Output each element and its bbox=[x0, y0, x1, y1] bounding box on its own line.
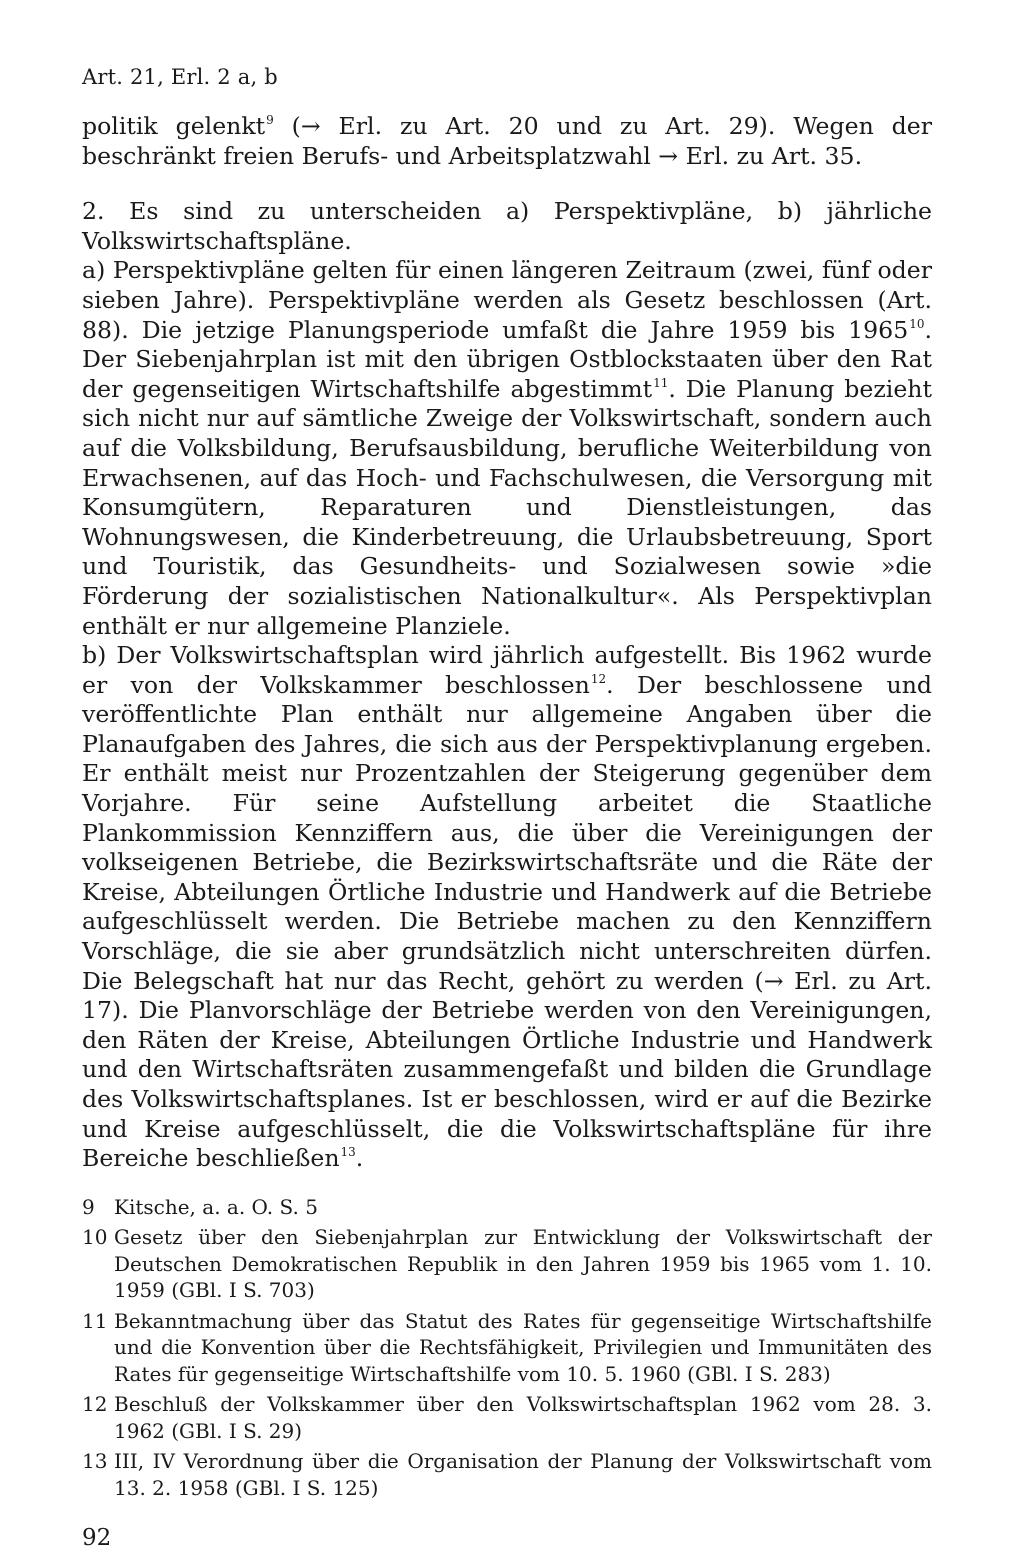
footnote-text: Gesetz über den Siebenjahrplan zur Entwicklung der Volkswirtschaft der Deutschen Demokratischen Republik in den Jahren 1959 bis 1965 vom 1. 10. 1959 (GBl. I S. 703) bbox=[114, 1225, 932, 1303]
footnote-12 bbox=[82, 1391, 932, 1444]
continued-paragraph bbox=[82, 112, 932, 171]
footnote-number: 10 bbox=[82, 1225, 108, 1250]
footnote-text: Bekanntmachung über das Statut des Rates für gegenseitige Wirtschaftshilfe und die Konvention über die Rechtsfähigkeit, Privilegien und Immunitäten des Rates für gegenseitige Wirtschaftshilfe vom 10. 5. 1960 (GBl. I S. 283) bbox=[114, 1308, 932, 1386]
text-run: . Die Planung bezieht sich nicht nur auf sämtliche Zweige der Volkswirtschaft, sondern auch auf die Volksbildung, Berufsausbildung, berufliche Weiterbildung von Erwachsenen, auf das Hoch- und Fachschulwesen, die Versorgung mit Konsumgütern, Reparaturen und Dienstleistungen, das Wohnungswesen, die Kinderbetreuung, die Urlaubsbetreuung, Sport und Touristik, das Gesundheits- und Sozialwesen sowie »die Förderung der sozialistischen Nationalkultur«. Als Perspektivplan enthält er nur allgemeine Planziele. bbox=[82, 374, 932, 640]
text-run: politik gelenkt bbox=[82, 112, 266, 140]
text-run: . Der beschlossene und veröffentlichte Plan enthält nur allgemeine Angaben über die Planaufgaben des Jahres, die sich aus der Perspektivplanung ergeben. Er enthält meist nur Prozentzahlen der Steigerung gegenüber dem Vorjahre. Für seine Aufstellung arbeitet die Staatliche Plankommission Kennziffern aus, die über die Vereinigungen der volkseigenen Betriebe, die Bezirkswirtschaftsräte und die Räte der Kreise, Abteilungen Örtliche Industrie und Handwerk auf die Betriebe aufgeschlüsselt werden. Die Betriebe machen zu den Kennziffern Vorschläge, die sie aber grundsätzlich nicht unterschreiten dürfen. Die Belegschaft hat nur das Recht, gehört zu werden (→ Erl. zu Art. 17). Die Planvorschläge der Betriebe werden von den Vereinigungen, den Räten der Kreise, Abteilungen Örtliche Industrie und Handwerk und den Wirtschaftsräten zusammengefaßt und bilden die Grundlage des Volkswirtschaftsplanes. Ist er beschlossen, wird er auf die Bezirke und Kreise aufgeschlüsselt, die die Volkswirtschaftspläne für ihre Bereiche beschließen bbox=[82, 670, 932, 1173]
footnote-ref-10[interactable]: 10 bbox=[909, 316, 925, 331]
footnote-number: 12 bbox=[82, 1392, 108, 1417]
footnote-13 bbox=[82, 1448, 932, 1501]
footnote-number: 11 bbox=[82, 1308, 108, 1333]
footnote-text: Beschluß der Volkskammer über den Volkswirtschaftsplan 1962 vom 28. 3. 1962 (GBl. I S. 29) bbox=[114, 1392, 932, 1443]
text-run: . Der Siebenjahrplan ist mit den übrigen Ostblockstaaten über den Rat der gegenseitigen Wirtschaftshilfe abgestimmt bbox=[82, 315, 932, 403]
footnote-ref-9[interactable]: 9 bbox=[266, 113, 274, 127]
footnote-text: Kitsche, a. a. O. S. 5 bbox=[114, 1194, 318, 1219]
running-head: Art. 21, Erl. 2 a, b bbox=[82, 65, 278, 89]
footnote-number: 9 bbox=[82, 1194, 95, 1219]
book-page bbox=[82, 62, 932, 1553]
text-run: a) Perspektivpläne gelten für einen längeren Zeitraum (zwei, fünf oder sieben Jahre). Perspektivpläne werden als Gesetz beschlossen (Art. 88). Die jetzige Planungsperiode umfaßt die Jahre 1959 bis 1965 bbox=[82, 256, 932, 344]
section-2a-paragraph bbox=[82, 256, 932, 641]
footnote-11 bbox=[82, 1308, 932, 1388]
section-2-intro: 2. Es sind zu unterscheiden a) Perspektivpläne, b) jährliche Volkswirtschaftspläne. bbox=[82, 197, 932, 255]
page-number: 92 bbox=[82, 1525, 112, 1552]
text-run: b) Der Volkswirtschaftsplan wird jährlich aufgestellt. Bis 1962 wurde er von der Volkskammer beschlossen bbox=[82, 641, 932, 699]
footnote-number: 13 bbox=[82, 1449, 108, 1474]
footnote-text: III, IV Verordnung über die Organisation der Planung der Volkswirtschaft vom 13. 2. 1958 (GBl. I S. 125) bbox=[114, 1449, 932, 1500]
section-2b-paragraph bbox=[82, 641, 932, 1174]
footnote-ref-11[interactable]: 11 bbox=[653, 375, 669, 390]
text-run: (→ Erl. zu Art. 20 und zu Art. 29). Wegen der beschränkt freien Berufs- und Arbeitsplatzwahl → Erl. zu Art. 35. bbox=[82, 112, 932, 170]
section-2 bbox=[82, 197, 932, 1174]
text-run: . bbox=[355, 1144, 364, 1173]
footnote-10 bbox=[82, 1224, 932, 1304]
footnote-ref-13[interactable]: 13 bbox=[340, 1145, 356, 1160]
footnotes bbox=[82, 1194, 932, 1502]
footnote-ref-12[interactable]: 12 bbox=[590, 671, 607, 686]
footnote-9 bbox=[82, 1194, 932, 1221]
